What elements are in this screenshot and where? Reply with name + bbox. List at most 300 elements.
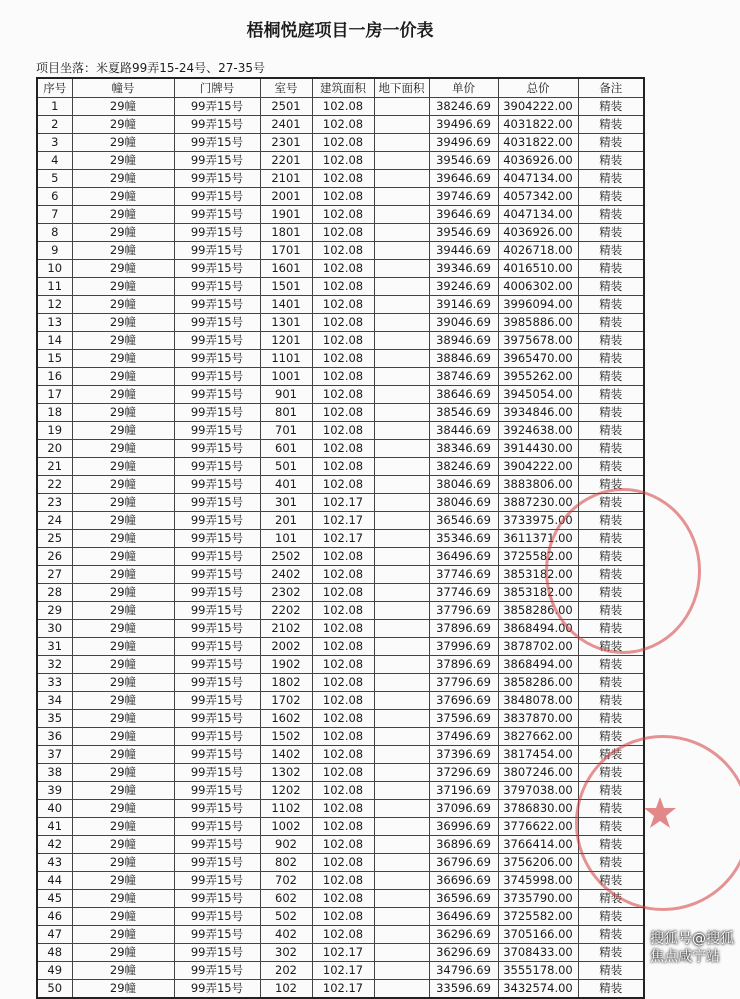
- cell-remark: 精装: [578, 440, 644, 458]
- cell-unit-price: 36296.69: [429, 944, 498, 962]
- cell-unit-price: 36996.69: [429, 818, 498, 836]
- cell-total-price: 4047134.00: [498, 170, 578, 188]
- header-unit-price: 单价: [429, 78, 498, 98]
- price-table: [36, 77, 645, 999]
- cell-underground-area: [374, 872, 429, 890]
- cell-seq: 45: [37, 890, 72, 908]
- cell-remark: 精装: [578, 962, 644, 980]
- cell-remark: 精装: [578, 836, 644, 854]
- cell-building: 29幢: [72, 404, 174, 422]
- table-row: [37, 746, 644, 764]
- cell-door: 99弄15号: [174, 494, 260, 512]
- cell-building: 29幢: [72, 944, 174, 962]
- cell-underground-area: [374, 944, 429, 962]
- cell-door: 99弄15号: [174, 656, 260, 674]
- cell-total-price: 3766414.00: [498, 836, 578, 854]
- cell-total-price: 4031822.00: [498, 134, 578, 152]
- table-row: [37, 260, 644, 278]
- table-row: [37, 224, 644, 242]
- cell-remark: 精装: [578, 746, 644, 764]
- cell-area: 102.08: [312, 242, 374, 260]
- cell-total-price: 4016510.00: [498, 260, 578, 278]
- cell-building: 29幢: [72, 260, 174, 278]
- table-row: [37, 836, 644, 854]
- cell-area: 102.17: [312, 944, 374, 962]
- cell-remark: 精装: [578, 728, 644, 746]
- cell-total-price: 3934846.00: [498, 404, 578, 422]
- cell-underground-area: [374, 188, 429, 206]
- cell-seq: 50: [37, 980, 72, 999]
- cell-door: 99弄15号: [174, 728, 260, 746]
- cell-unit-price: 36546.69: [429, 512, 498, 530]
- cell-area: 102.08: [312, 746, 374, 764]
- cell-area: 102.08: [312, 152, 374, 170]
- cell-room: 901: [260, 386, 312, 404]
- cell-door: 99弄15号: [174, 350, 260, 368]
- cell-seq: 24: [37, 512, 72, 530]
- cell-building: 29幢: [72, 530, 174, 548]
- cell-underground-area: [374, 530, 429, 548]
- page-title: 梧桐悦庭项目一房一价表: [246, 21, 434, 41]
- cell-underground-area: [374, 494, 429, 512]
- cell-building: 29幢: [72, 728, 174, 746]
- table-row: [37, 458, 644, 476]
- cell-building: 29幢: [72, 422, 174, 440]
- cell-remark: 精装: [578, 620, 644, 638]
- header-area: 建筑面积: [312, 78, 374, 98]
- cell-area: 102.17: [312, 962, 374, 980]
- cell-underground-area: [374, 206, 429, 224]
- table-row: [37, 314, 644, 332]
- cell-total-price: 4006302.00: [498, 278, 578, 296]
- cell-unit-price: 37196.69: [429, 782, 498, 800]
- cell-total-price: 3807246.00: [498, 764, 578, 782]
- cell-total-price: 3756206.00: [498, 854, 578, 872]
- cell-area: 102.08: [312, 206, 374, 224]
- cell-total-price: 3965470.00: [498, 350, 578, 368]
- cell-area: 102.08: [312, 872, 374, 890]
- cell-seq: 14: [37, 332, 72, 350]
- cell-building: 29幢: [72, 800, 174, 818]
- cell-building: 29幢: [72, 836, 174, 854]
- cell-total-price: 3735790.00: [498, 890, 578, 908]
- cell-room: 202: [260, 962, 312, 980]
- cell-door: 99弄15号: [174, 620, 260, 638]
- cell-underground-area: [374, 656, 429, 674]
- cell-door: 99弄15号: [174, 224, 260, 242]
- cell-remark: 精装: [578, 368, 644, 386]
- cell-remark: 精装: [578, 422, 644, 440]
- table-row: [37, 134, 644, 152]
- cell-seq: 25: [37, 530, 72, 548]
- cell-total-price: 3858286.00: [498, 674, 578, 692]
- cell-building: 29幢: [72, 674, 174, 692]
- cell-unit-price: 39546.69: [429, 152, 498, 170]
- cell-remark: 精装: [578, 116, 644, 134]
- cell-remark: 精装: [578, 566, 644, 584]
- cell-remark: 精装: [578, 224, 644, 242]
- cell-door: 99弄15号: [174, 854, 260, 872]
- cell-seq: 26: [37, 548, 72, 566]
- cell-room: 1602: [260, 710, 312, 728]
- cell-seq: 10: [37, 260, 72, 278]
- cell-seq: 19: [37, 422, 72, 440]
- cell-remark: 精装: [578, 260, 644, 278]
- cell-underground-area: [374, 584, 429, 602]
- cell-room: 601: [260, 440, 312, 458]
- header-remark: 备注: [578, 78, 644, 98]
- table-row: [37, 728, 644, 746]
- watermark: 搜狐号@搜狐焦点咸宁站: [650, 931, 734, 965]
- cell-door: 99弄15号: [174, 584, 260, 602]
- cell-seq: 32: [37, 656, 72, 674]
- cell-area: 102.08: [312, 836, 374, 854]
- cell-total-price: 3745998.00: [498, 872, 578, 890]
- cell-room: 402: [260, 926, 312, 944]
- cell-seq: 20: [37, 440, 72, 458]
- cell-unit-price: 36496.69: [429, 908, 498, 926]
- cell-underground-area: [374, 332, 429, 350]
- cell-underground-area: [374, 638, 429, 656]
- cell-door: 99弄15号: [174, 944, 260, 962]
- cell-total-price: 3883806.00: [498, 476, 578, 494]
- cell-unit-price: 37096.69: [429, 800, 498, 818]
- cell-seq: 7: [37, 206, 72, 224]
- cell-area: 102.08: [312, 404, 374, 422]
- cell-unit-price: 37696.69: [429, 692, 498, 710]
- cell-remark: 精装: [578, 98, 644, 116]
- cell-underground-area: [374, 818, 429, 836]
- cell-remark: 精装: [578, 206, 644, 224]
- cell-remark: 精装: [578, 350, 644, 368]
- cell-remark: 精装: [578, 908, 644, 926]
- cell-total-price: 3848078.00: [498, 692, 578, 710]
- cell-underground-area: [374, 278, 429, 296]
- cell-remark: 精装: [578, 170, 644, 188]
- cell-door: 99弄15号: [174, 926, 260, 944]
- cell-remark: 精装: [578, 944, 644, 962]
- cell-seq: 47: [37, 926, 72, 944]
- cell-remark: 精装: [578, 584, 644, 602]
- cell-area: 102.08: [312, 116, 374, 134]
- cell-underground-area: [374, 512, 429, 530]
- table-row: [37, 854, 644, 872]
- table-row: [37, 602, 644, 620]
- header-room: 室号: [260, 78, 312, 98]
- cell-seq: 6: [37, 188, 72, 206]
- cell-room: 1901: [260, 206, 312, 224]
- cell-seq: 39: [37, 782, 72, 800]
- cell-underground-area: [374, 422, 429, 440]
- cell-remark: 精装: [578, 638, 644, 656]
- cell-area: 102.08: [312, 98, 374, 116]
- cell-area: 102.08: [312, 350, 374, 368]
- cell-remark: 精装: [578, 332, 644, 350]
- cell-building: 29幢: [72, 926, 174, 944]
- cell-seq: 8: [37, 224, 72, 242]
- table-row: [37, 368, 644, 386]
- cell-building: 29幢: [72, 854, 174, 872]
- cell-area: 102.08: [312, 476, 374, 494]
- table-row: [37, 386, 644, 404]
- cell-area: 102.08: [312, 908, 374, 926]
- cell-unit-price: 39346.69: [429, 260, 498, 278]
- cell-building: 29幢: [72, 476, 174, 494]
- cell-seq: 17: [37, 386, 72, 404]
- cell-underground-area: [374, 260, 429, 278]
- cell-unit-price: 37796.69: [429, 602, 498, 620]
- cell-remark: 精装: [578, 980, 644, 999]
- cell-unit-price: 37746.69: [429, 584, 498, 602]
- table-row: [37, 116, 644, 134]
- cell-total-price: 3786830.00: [498, 800, 578, 818]
- cell-room: 2301: [260, 134, 312, 152]
- table-row: [37, 332, 644, 350]
- table-row: [37, 782, 644, 800]
- cell-area: 102.08: [312, 728, 374, 746]
- cell-underground-area: [374, 566, 429, 584]
- cell-total-price: 3817454.00: [498, 746, 578, 764]
- cell-building: 29幢: [72, 242, 174, 260]
- cell-unit-price: 38046.69: [429, 494, 498, 512]
- cell-underground-area: [374, 692, 429, 710]
- cell-unit-price: 39046.69: [429, 314, 498, 332]
- cell-door: 99弄15号: [174, 116, 260, 134]
- cell-total-price: 3853182.00: [498, 584, 578, 602]
- cell-area: 102.08: [312, 134, 374, 152]
- header-door: 门牌号: [174, 78, 260, 98]
- table-row: [37, 710, 644, 728]
- cell-seq: 41: [37, 818, 72, 836]
- cell-unit-price: 39496.69: [429, 116, 498, 134]
- cell-unit-price: 38246.69: [429, 458, 498, 476]
- cell-door: 99弄15号: [174, 98, 260, 116]
- cell-remark: 精装: [578, 818, 644, 836]
- cell-underground-area: [374, 98, 429, 116]
- cell-underground-area: [374, 890, 429, 908]
- cell-area: 102.17: [312, 530, 374, 548]
- cell-underground-area: [374, 962, 429, 980]
- cell-underground-area: [374, 800, 429, 818]
- cell-total-price: 3708433.00: [498, 944, 578, 962]
- cell-unit-price: 36896.69: [429, 836, 498, 854]
- cell-total-price: 3924638.00: [498, 422, 578, 440]
- cell-total-price: 3725582.00: [498, 908, 578, 926]
- cell-unit-price: 38846.69: [429, 350, 498, 368]
- cell-door: 99弄15号: [174, 152, 260, 170]
- cell-unit-price: 39646.69: [429, 170, 498, 188]
- cell-area: 102.08: [312, 620, 374, 638]
- table-row: [37, 440, 644, 458]
- cell-remark: 精装: [578, 674, 644, 692]
- cell-unit-price: 35346.69: [429, 530, 498, 548]
- cell-underground-area: [374, 440, 429, 458]
- cell-room: 1001: [260, 368, 312, 386]
- table-row: [37, 908, 644, 926]
- cell-total-price: 3725582.00: [498, 548, 578, 566]
- cell-unit-price: 38546.69: [429, 404, 498, 422]
- cell-seq: 42: [37, 836, 72, 854]
- cell-room: 501: [260, 458, 312, 476]
- cell-building: 29幢: [72, 512, 174, 530]
- cell-unit-price: 39746.69: [429, 188, 498, 206]
- cell-room: 702: [260, 872, 312, 890]
- cell-building: 29幢: [72, 980, 174, 999]
- cell-area: 102.08: [312, 548, 374, 566]
- cell-building: 29幢: [72, 656, 174, 674]
- cell-area: 102.08: [312, 890, 374, 908]
- cell-seq: 43: [37, 854, 72, 872]
- cell-door: 99弄15号: [174, 296, 260, 314]
- cell-area: 102.08: [312, 422, 374, 440]
- cell-underground-area: [374, 674, 429, 692]
- cell-total-price: 3432574.00: [498, 980, 578, 999]
- cell-remark: 精装: [578, 278, 644, 296]
- cell-building: 29幢: [72, 494, 174, 512]
- cell-remark: 精装: [578, 152, 644, 170]
- seal-star-icon: [642, 795, 678, 831]
- cell-seq: 15: [37, 350, 72, 368]
- cell-building: 29幢: [72, 908, 174, 926]
- cell-underground-area: [374, 764, 429, 782]
- table-row: [37, 152, 644, 170]
- table-row: [37, 476, 644, 494]
- cell-building: 29幢: [72, 602, 174, 620]
- cell-door: 99弄15号: [174, 512, 260, 530]
- cell-room: 2502: [260, 548, 312, 566]
- cell-door: 99弄15号: [174, 980, 260, 999]
- cell-area: 102.08: [312, 710, 374, 728]
- table-row: [37, 404, 644, 422]
- cell-door: 99弄15号: [174, 890, 260, 908]
- cell-building: 29幢: [72, 98, 174, 116]
- table-row: [37, 800, 644, 818]
- cell-total-price: 3555178.00: [498, 962, 578, 980]
- cell-unit-price: 39246.69: [429, 278, 498, 296]
- cell-total-price: 3733975.00: [498, 512, 578, 530]
- cell-building: 29幢: [72, 872, 174, 890]
- cell-total-price: 3887230.00: [498, 494, 578, 512]
- cell-building: 29幢: [72, 170, 174, 188]
- cell-building: 29幢: [72, 350, 174, 368]
- cell-room: 1302: [260, 764, 312, 782]
- cell-building: 29幢: [72, 332, 174, 350]
- table-row: [37, 494, 644, 512]
- cell-unit-price: 36596.69: [429, 890, 498, 908]
- cell-area: 102.08: [312, 458, 374, 476]
- cell-remark: 精装: [578, 854, 644, 872]
- cell-door: 99弄15号: [174, 476, 260, 494]
- cell-area: 102.08: [312, 278, 374, 296]
- cell-seq: 31: [37, 638, 72, 656]
- cell-door: 99弄15号: [174, 602, 260, 620]
- cell-building: 29幢: [72, 296, 174, 314]
- cell-remark: 精装: [578, 134, 644, 152]
- cell-total-price: 4031822.00: [498, 116, 578, 134]
- cell-total-price: 3945054.00: [498, 386, 578, 404]
- cell-underground-area: [374, 926, 429, 944]
- cell-underground-area: [374, 710, 429, 728]
- cell-seq: 4: [37, 152, 72, 170]
- cell-seq: 21: [37, 458, 72, 476]
- cell-total-price: 3868494.00: [498, 656, 578, 674]
- cell-room: 2102: [260, 620, 312, 638]
- cell-seq: 16: [37, 368, 72, 386]
- table-row: [37, 620, 644, 638]
- cell-remark: 精装: [578, 800, 644, 818]
- cell-remark: 精装: [578, 656, 644, 674]
- cell-room: 1301: [260, 314, 312, 332]
- cell-total-price: 4047134.00: [498, 206, 578, 224]
- cell-underground-area: [374, 242, 429, 260]
- cell-remark: 精装: [578, 890, 644, 908]
- cell-room: 2402: [260, 566, 312, 584]
- cell-seq: 27: [37, 566, 72, 584]
- cell-building: 29幢: [72, 548, 174, 566]
- cell-building: 29幢: [72, 386, 174, 404]
- cell-remark: 精装: [578, 314, 644, 332]
- cell-room: 1802: [260, 674, 312, 692]
- cell-building: 29幢: [72, 134, 174, 152]
- cell-door: 99弄15号: [174, 368, 260, 386]
- cell-building: 29幢: [72, 620, 174, 638]
- cell-total-price: 3776622.00: [498, 818, 578, 836]
- cell-unit-price: 36796.69: [429, 854, 498, 872]
- cell-area: 102.08: [312, 926, 374, 944]
- cell-unit-price: 39646.69: [429, 206, 498, 224]
- cell-unit-price: 39146.69: [429, 296, 498, 314]
- cell-underground-area: [374, 368, 429, 386]
- cell-underground-area: [374, 116, 429, 134]
- table-row: [37, 350, 644, 368]
- cell-room: 1501: [260, 278, 312, 296]
- cell-remark: 精装: [578, 242, 644, 260]
- cell-door: 99弄15号: [174, 440, 260, 458]
- cell-area: 102.08: [312, 368, 374, 386]
- cell-area: 102.08: [312, 764, 374, 782]
- cell-building: 29幢: [72, 116, 174, 134]
- cell-door: 99弄15号: [174, 278, 260, 296]
- cell-room: 1002: [260, 818, 312, 836]
- cell-door: 99弄15号: [174, 818, 260, 836]
- cell-unit-price: 37596.69: [429, 710, 498, 728]
- cell-door: 99弄15号: [174, 872, 260, 890]
- cell-building: 29幢: [72, 278, 174, 296]
- table-row: [37, 890, 644, 908]
- cell-room: 801: [260, 404, 312, 422]
- table-row: [37, 512, 644, 530]
- cell-unit-price: 36496.69: [429, 548, 498, 566]
- cell-seq: 1: [37, 98, 72, 116]
- cell-seq: 28: [37, 584, 72, 602]
- cell-door: 99弄15号: [174, 638, 260, 656]
- cell-seq: 5: [37, 170, 72, 188]
- cell-door: 99弄15号: [174, 710, 260, 728]
- cell-underground-area: [374, 980, 429, 999]
- cell-building: 29幢: [72, 962, 174, 980]
- cell-seq: 38: [37, 764, 72, 782]
- cell-remark: 精装: [578, 872, 644, 890]
- table-row: [37, 638, 644, 656]
- cell-total-price: 3878702.00: [498, 638, 578, 656]
- cell-underground-area: [374, 224, 429, 242]
- cell-door: 99弄15号: [174, 332, 260, 350]
- cell-remark: 精装: [578, 692, 644, 710]
- cell-area: 102.08: [312, 656, 374, 674]
- cell-area: 102.08: [312, 584, 374, 602]
- cell-room: 1902: [260, 656, 312, 674]
- table-row: [37, 422, 644, 440]
